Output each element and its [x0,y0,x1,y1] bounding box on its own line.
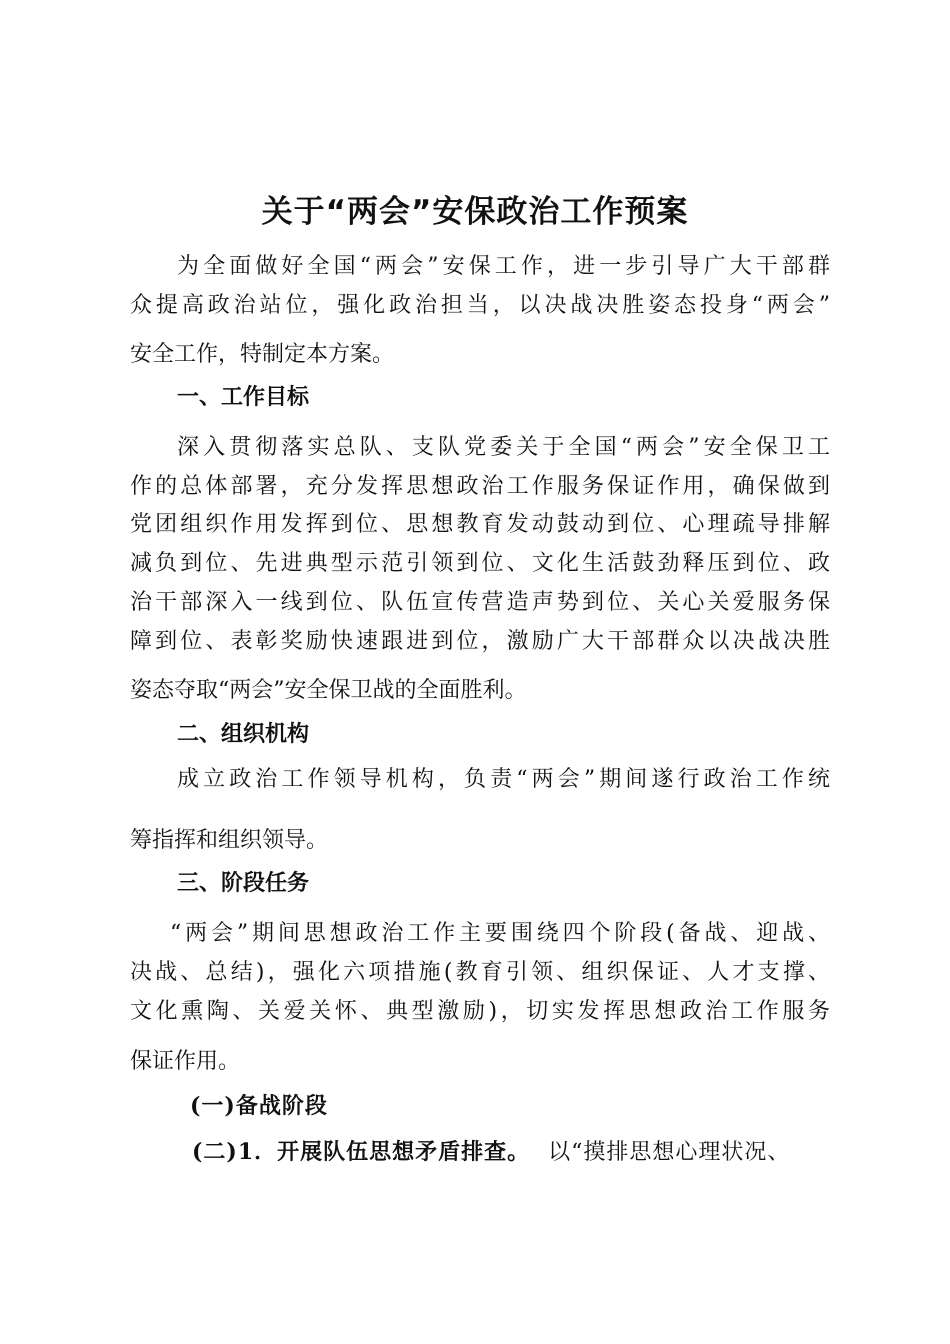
section-heading-organization: 二、组织机构 [177,722,310,747]
intro-line: 安全工作，特制定本方案。 [130,342,395,367]
paragraph-line: 筹指挥和组织领导。 [130,828,329,853]
subsection-item [192,1137,790,1168]
paragraph-line: 障到位、表彰奖励快速跟进到位，激励广大干部群众以决战决胜 [130,629,830,654]
paragraph-line: 保证作用。 [130,1049,241,1074]
paragraph-line: 成立政治工作领导机构，负责“两会”期间遂行政治工作统 [177,767,830,792]
document-title: 关于“两会”安保政治工作预案 [261,194,689,230]
paragraph-line: 减负到位、先进典型示范引领到位、文化生活鼓劲释压到位、政 [130,551,830,576]
subsection-heading-prep: (一)备战阶段 [190,1093,328,1119]
paragraph-line: 作的总体部署，充分发挥思想政治工作服务保证作用，确保做到 [130,474,830,499]
paragraph-line: 决战、总结)，强化六项措施(教育引领、组织保证、人才支撑、 [130,960,830,985]
intro-line: 为全面做好全国“两会”安保工作，进一步引导广大干部群 [177,254,830,279]
paragraph-line: 治干部深入一线到位、队伍宣传营造声势到位、关心关爱服务保 [130,590,830,615]
section-heading-goals: 一、工作目标 [177,385,310,410]
subsection-item-text: 以“摸排思想心理状况、 [548,1140,791,1165]
intro-line: 众提高政治站位，强化政治担当，以决战决胜姿态投身“两会” [130,293,830,318]
subsection-item-title: (二)1．开展队伍思想矛盾排查。 [192,1139,531,1165]
paragraph-line: 深入贯彻落实总队、支队党委关于全国“两会”安全保卫工 [177,435,830,460]
paragraph-line: 姿态夺取“两会”安全保卫战的全面胜利。 [130,678,527,703]
section-heading-stages: 三、阶段任务 [177,871,310,896]
paragraph-line: 党团组织作用发挥到位、思想教育发动鼓动到位、心理疏导排解 [130,512,830,537]
paragraph-line: 文化熏陶、关爱关怀、典型激励)，切实发挥思想政治工作服务 [130,999,830,1024]
paragraph-line: “两会”期间思想政治工作主要围绕四个阶段(备战、迎战、 [170,921,830,946]
